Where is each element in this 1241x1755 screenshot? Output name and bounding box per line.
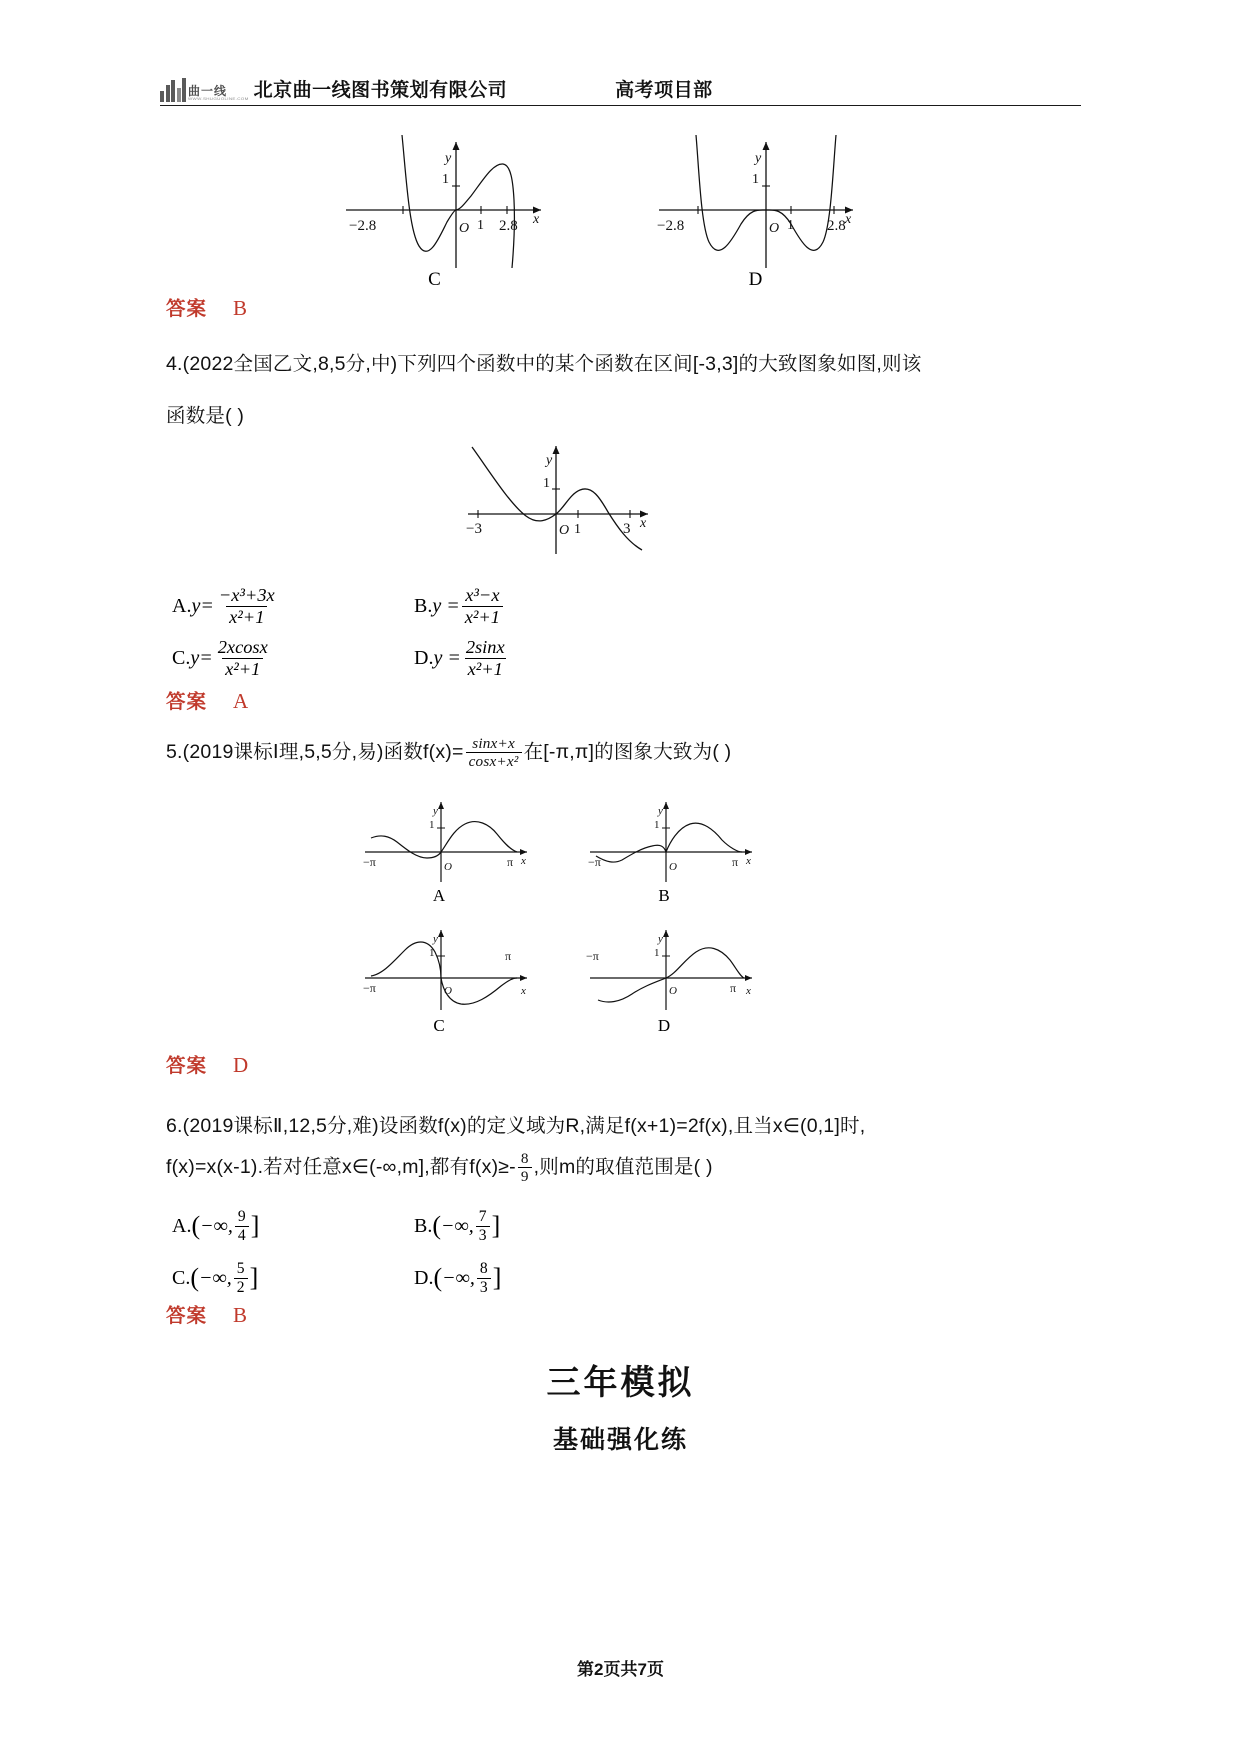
q6-option-c-fraction [234,1260,248,1296]
q5b-y-label: y [658,805,663,817]
q6-stem-line2-prefix: f(x)=x(x-1).若对任意x∈(-∞,m],都有f(x)≥- [166,1155,516,1178]
q6-option-a[interactable] [172,1208,362,1244]
q3-answer-label: 答案 [166,298,208,320]
q3d-one-y: 1 [751,172,759,187]
q6-option-c-numerator: 5 [236,1260,245,1278]
q6-option-d-fraction [477,1260,491,1296]
q3d-y-label: y [754,151,761,166]
q6-option-b-fraction [476,1208,490,1244]
q5-stem [166,735,1016,770]
q6-options [172,1200,501,1304]
q5d-one: 1 [654,947,660,959]
q5c-negpi: −π [363,981,376,995]
q3-option-d-figure [641,120,931,291]
q3d-pos28: 2.8 [826,218,846,234]
q4-option-d-label: D. [414,646,434,669]
q5c-one: 1 [429,947,435,959]
q3d-one-x: 1 [786,218,794,233]
q5a-negpi: −π [363,855,376,869]
q5-stem-prefix: 5.(2019课标Ⅰ理,5,5分,易)函数f(x)= [166,740,464,763]
q3-figure-row [160,120,1081,291]
q3c-neg28: −2.8 [348,218,376,234]
q4-stem-line1: 4.(2022全国乙文,8,5分,中)下列四个函数中的某个函数在区间[-3,3]的大致图象如图,则该 [166,353,922,375]
q5-option-d-caption: D [657,1016,671,1035]
q3c-one-y: 1 [441,172,449,187]
q4-x-label: x [640,516,647,531]
q5-option-b-figure[interactable] [580,790,770,906]
section-title-three-year-simulation: 三年模拟 [546,1364,695,1402]
q5d-origin: O [669,985,677,997]
page-header [160,56,1081,106]
logo-chinese-text: 曲一线 [188,83,228,98]
q4-option-c-denominator: x²+1 [222,658,263,680]
q3d-neg28: −2.8 [656,218,684,234]
q5c-origin: O [444,985,452,997]
q5-graph-c-svg [355,920,545,1015]
q6-option-a-numerator: 9 [237,1208,246,1226]
q6-option-b[interactable] [414,1208,500,1244]
q3-option-c-caption: C [428,269,441,290]
q4-option-b-denominator: x²+1 [462,606,503,628]
q5a-x-label: x [521,855,526,867]
q4-option-b-fraction [462,585,503,627]
q6-option-d-left: −∞, [442,1266,475,1289]
q4-option-a-label: A. [172,594,192,617]
q6-option-c[interactable] [172,1260,362,1296]
q4-figure [430,432,690,562]
q4-option-d-lhs: y = [433,646,461,669]
section-subtitle-basic-practice: 基础强化练 [552,1426,688,1454]
q6-option-a-fraction [235,1208,249,1244]
q4-option-b-lhs: y = [432,594,460,617]
q5-option-b-caption: B [658,886,670,905]
q4-pos3: 3 [623,521,631,537]
q6-answer-value: B [233,1303,249,1327]
q5-fraction-denominator: cosx+x² [466,752,522,770]
q6-option-a-left: −∞, [200,1214,233,1237]
q4-option-a-numerator: −x³+3x [218,584,275,605]
q6-option-d-numerator: 8 [479,1260,488,1278]
q4-option-c-numerator: 2xcosx [217,636,268,657]
q5a-pi: π [507,855,514,869]
q5d-negpi: −π [586,949,599,963]
q4-options-row-2 [172,632,510,684]
logo-bars-icon [160,78,186,102]
q3d-x-label: x [844,212,851,227]
q5-graph-a-svg [355,790,545,885]
q3c-x-label: x [532,212,539,227]
q5-function-fraction [466,735,522,770]
header-department-name: 高考项目部 [615,80,713,101]
q5b-one: 1 [654,819,660,831]
q6-option-a-open-paren: ( [191,1210,201,1240]
q5-option-d-figure[interactable] [580,920,770,1036]
q5c-x-label: x [521,985,526,997]
q4-option-c[interactable] [172,637,362,679]
q6-option-c-label: C. [172,1266,191,1289]
q6-option-a-label: A. [172,1214,192,1237]
q4-one-x: 1 [574,522,581,537]
q6-option-b-left: −∞, [441,1214,474,1237]
q6-answer-row [166,1300,248,1328]
q6-stem-line2 [166,1150,1066,1185]
q3-graph-d-svg [641,120,931,270]
q4-option-c-label: C. [172,646,191,669]
q3-figures [160,120,1081,291]
q5-answer-label: 答案 [166,1055,208,1077]
q6-bound-numerator: 8 [520,1150,529,1167]
q6-bound-fraction [518,1150,532,1185]
q6-option-b-close-bracket: ] [491,1210,501,1240]
q4-option-c-lhs: y= [190,646,213,669]
q5-option-c-caption: C [433,1016,445,1035]
q5-option-a-figure[interactable] [355,790,545,906]
q3-option-c-figure [311,120,601,291]
q3c-one-x: 1 [476,218,484,233]
q4-answer-value: A [233,689,250,713]
q5a-origin: O [444,861,452,873]
q5-graph-b-svg [580,790,770,885]
q5d-y-label: y [658,933,663,945]
q3d-origin: O [768,221,779,236]
q4-option-d-numerator: 2sinx [465,636,505,657]
q6-option-a-close-bracket: ] [250,1210,260,1240]
q4-answer-row [166,686,249,714]
q6-option-c-open-paren: ( [190,1262,200,1292]
q5b-pi: π [732,855,739,869]
q4-option-a-lhs: y= [191,594,214,617]
q6-option-d-denominator: 3 [477,1278,491,1296]
q6-option-d-label: D. [414,1266,434,1289]
q5c-y-label: y [433,933,438,945]
q5a-one: 1 [429,819,435,831]
q4-origin: O [559,523,570,538]
q3c-origin: O [458,221,469,236]
q6-stem-line2-suffix: ,则m的取值范围是( ) [533,1155,713,1178]
q4-option-d-fraction [463,637,508,679]
q4-option-c-fraction [215,637,271,679]
q5-answer-value: D [233,1053,250,1077]
q5a-y-label: y [433,805,438,817]
q4-options [172,580,510,684]
q4-option-a[interactable] [172,585,362,627]
q4-option-b-label: B. [414,594,433,617]
q4-answer-label: 答案 [166,691,208,713]
q3c-pos28: 2.8 [498,218,518,234]
logo-english-text: WWW.SHUGUOLINE.COM [188,96,249,101]
q4-option-b-numerator: x³−x [465,584,500,605]
q4-option-d[interactable] [414,637,510,679]
q4-y-label: y [546,453,553,468]
q6-option-c-close-bracket: ] [249,1262,259,1292]
q3-graph-c-svg [311,120,601,270]
q6-option-b-numerator: 7 [478,1208,487,1226]
q5-fraction-numerator: sinx+x [472,735,515,752]
q5-graph-d-svg [580,920,770,1015]
q5-stem-suffix: 在[-π,π]的图象大致为( ) [523,740,732,763]
page-footer: 第2页共7页 [577,1660,664,1679]
q3-option-d-caption: D [748,269,763,290]
q6-option-b-denominator: 3 [476,1226,490,1244]
q6-option-d[interactable] [414,1260,501,1296]
q5d-x-label: x [746,985,751,997]
q3-answer-row [166,293,248,321]
q3-answer-value: B [233,296,249,320]
q6-option-a-denominator: 4 [235,1226,249,1244]
q6-option-b-open-paren: ( [432,1210,442,1240]
q6-option-b-label: B. [414,1214,433,1237]
q5-option-a-caption: A [432,886,446,905]
q4-stem-line2: 函数是( ) [166,405,245,427]
q4-option-d-denominator: x²+1 [465,658,506,680]
q4-options-row-1 [172,580,510,632]
q4-one-y: 1 [543,476,550,491]
q6-option-d-open-paren: ( [433,1262,443,1292]
q5-answer-row [166,1050,249,1078]
q5b-negpi: −π [588,855,601,869]
q6-options-row-1 [172,1200,501,1252]
q6-stem-line1: 6.(2019课标Ⅱ,12,5分,难)设函数f(x)的定义域为R,满足f(x+1)=2f(x),且当x∈(0,1]时, [166,1115,866,1137]
q6-option-c-left: −∞, [199,1266,232,1289]
q6-answer-label: 答案 [166,1305,208,1327]
q4-graph-svg [430,432,690,557]
q6-option-d-close-bracket: ] [492,1262,502,1292]
q5b-origin: O [669,861,677,873]
q5c-pi: π [505,949,512,963]
q4-option-a-fraction [216,585,278,627]
q3c-y-label: y [444,151,451,166]
q4-option-a-denominator: x²+1 [226,606,267,628]
logo-wordmark [188,85,249,103]
q4-option-b[interactable] [414,585,505,627]
q5d-pi: π [730,981,737,995]
header-company-name: 北京曲一线图书策划有限公司 [253,80,508,101]
q4-neg3: −3 [466,521,482,537]
q5b-x-label: x [746,855,751,867]
publisher-logo-icon [160,76,249,102]
q6-options-row-2 [172,1252,501,1304]
q5-option-c-figure[interactable] [355,920,545,1036]
q6-bound-denominator: 9 [518,1167,532,1185]
q6-option-c-denominator: 2 [234,1278,248,1296]
